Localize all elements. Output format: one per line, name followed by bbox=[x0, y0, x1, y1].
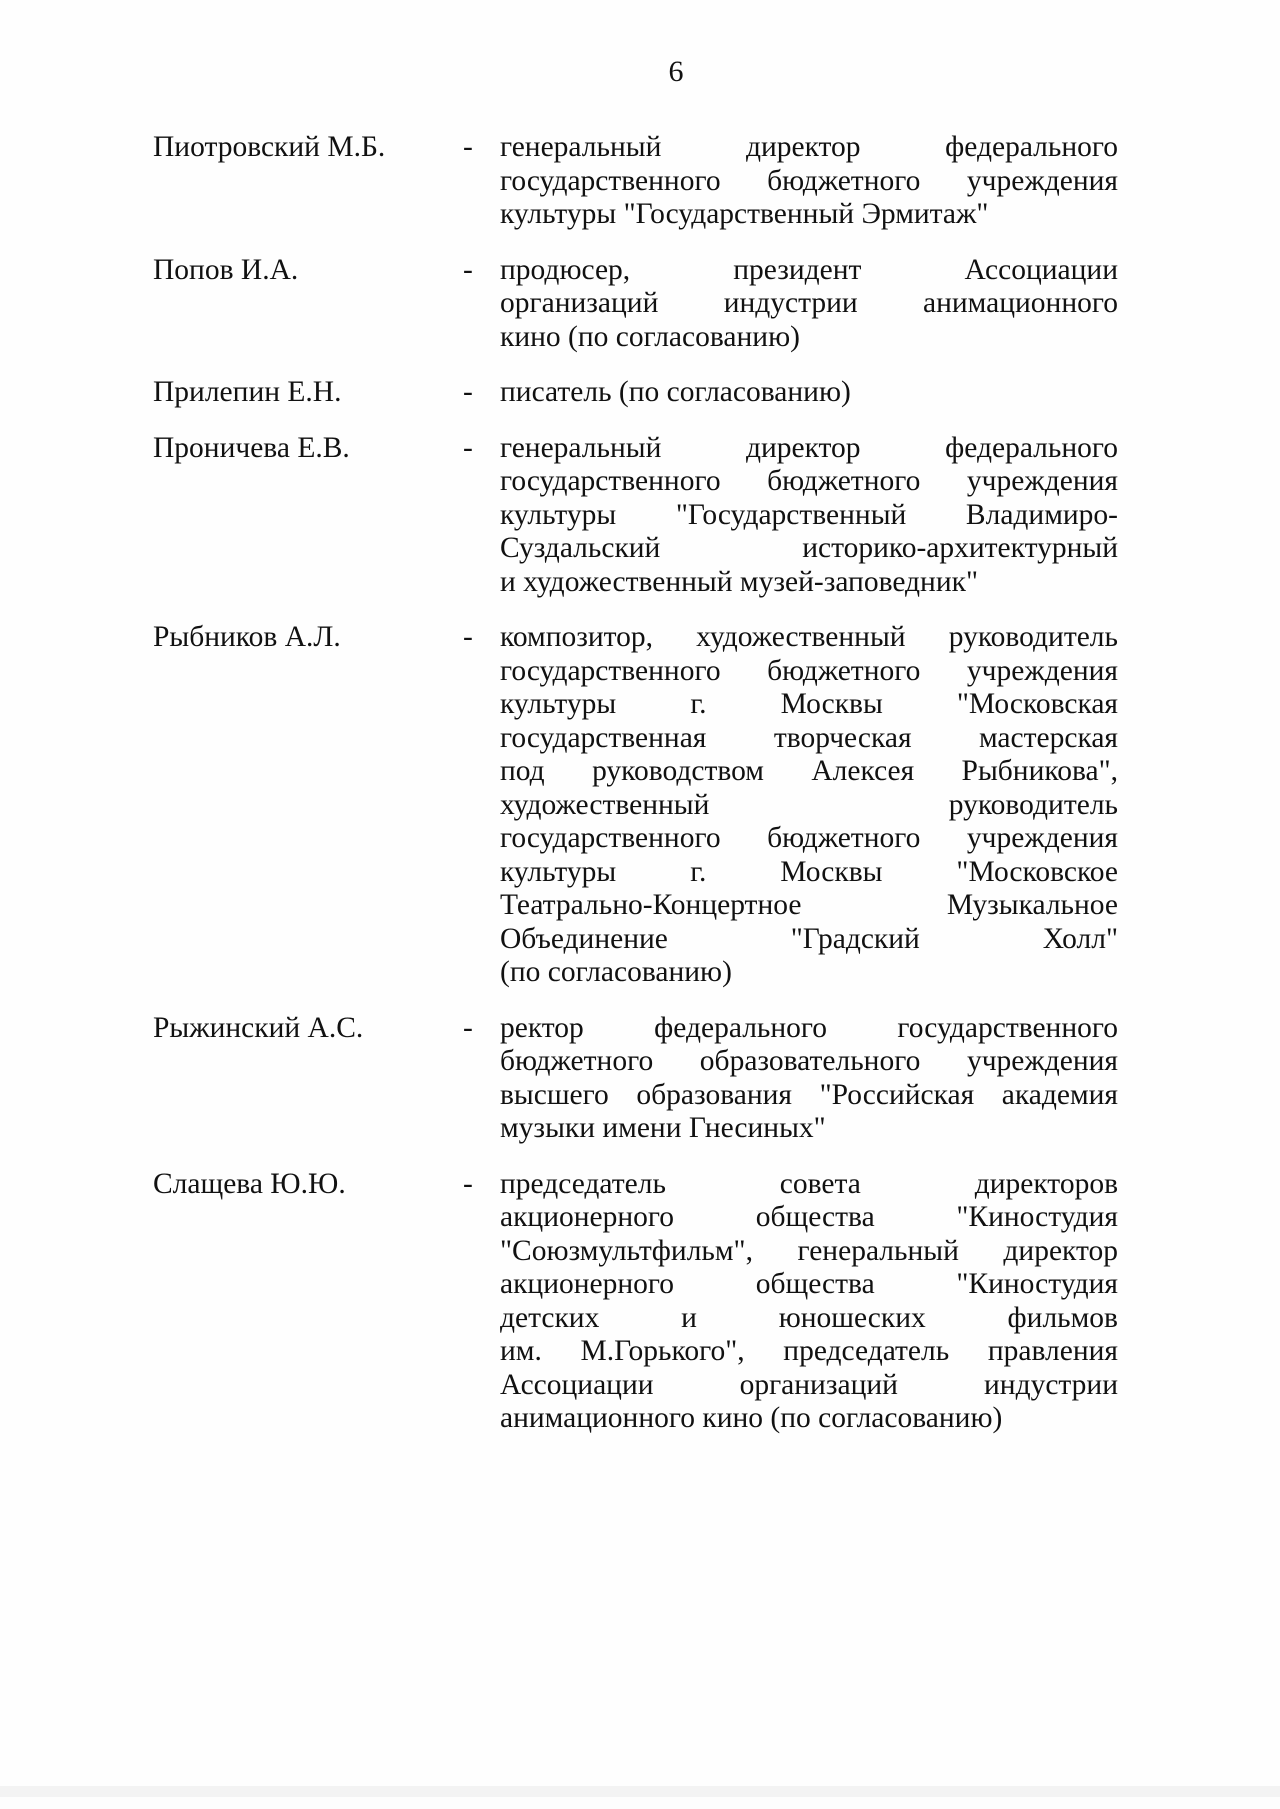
description-line: государственная творческая мастерская bbox=[500, 721, 1118, 754]
member-name: Пиотровский М.Б. bbox=[153, 131, 386, 163]
description-line: культуры г. Москвы "Московская bbox=[500, 688, 1118, 720]
roster-entry bbox=[153, 254, 1118, 355]
entry-dash: - bbox=[463, 376, 473, 408]
entry-dash: - bbox=[463, 1167, 473, 1200]
member-name: Рыбников А.Л. bbox=[153, 621, 341, 653]
member-name: Попов И.А. bbox=[153, 253, 299, 286]
member-description bbox=[500, 376, 1118, 410]
roster-entry bbox=[153, 376, 1118, 410]
description-line: "Союзмультфильм", генеральный директор bbox=[500, 1234, 1118, 1267]
member-roster bbox=[153, 131, 1118, 1436]
roster-entry bbox=[153, 1012, 1118, 1146]
description-line: культуры "Государственный Владимиро- bbox=[500, 498, 1118, 531]
entry-dash: - bbox=[463, 131, 473, 163]
description-line: организаций индустрии анимационного bbox=[500, 287, 1118, 319]
member-description bbox=[500, 432, 1118, 600]
description-line: музыки имени Гнесиных" bbox=[500, 1112, 826, 1144]
description-line: культуры "Государственный Эрмитаж" bbox=[500, 198, 989, 230]
member-name: Прилепин Е.Н. bbox=[153, 376, 342, 408]
description-line: художественный руководитель bbox=[500, 788, 1118, 821]
description-line: композитор, художественный руководитель bbox=[500, 621, 1118, 653]
next-page-edge bbox=[0, 1797, 1280, 1809]
description-line: ректор федерального государственного bbox=[500, 1011, 1118, 1044]
description-line: государственного бюджетного учреждения bbox=[500, 465, 1118, 497]
member-description bbox=[500, 1168, 1118, 1436]
description-line: генеральный директор федерального bbox=[500, 431, 1118, 464]
member-description bbox=[500, 621, 1118, 990]
member-description bbox=[500, 254, 1118, 355]
description-line: и художественный музей-заповедник" bbox=[500, 565, 979, 598]
roster-entry bbox=[153, 621, 1118, 990]
roster-entry bbox=[153, 432, 1118, 600]
member-name: Слащева Ю.Ю. bbox=[153, 1167, 346, 1200]
entry-dash: - bbox=[463, 621, 473, 653]
page-number: 6 bbox=[668, 55, 684, 88]
description-line: (по согласованию) bbox=[500, 956, 732, 988]
description-line: им. М.Горького", председатель правления bbox=[500, 1335, 1118, 1367]
description-line: государственного бюджетного учреждения bbox=[500, 822, 1118, 854]
member-name: Проничева Е.В. bbox=[153, 431, 350, 464]
description-line: под руководством Алексея Рыбникова", bbox=[500, 755, 1118, 787]
description-line: Ассоциации организаций индустрии bbox=[500, 1368, 1118, 1401]
entry-dash: - bbox=[463, 1011, 473, 1044]
member-name: Рыжинский А.С. bbox=[153, 1011, 364, 1044]
description-line: анимационного кино (по согласованию) bbox=[500, 1402, 1003, 1434]
description-line: Суздальский историко-архитектурный bbox=[500, 532, 1118, 564]
description-line: кино (по согласованию) bbox=[500, 320, 800, 353]
member-description bbox=[500, 1012, 1118, 1146]
description-line: высшего образования "Российская академия bbox=[500, 1078, 1118, 1111]
roster-entry bbox=[153, 131, 1118, 232]
description-line: акционерного общества "Киностудия bbox=[500, 1268, 1118, 1300]
description-line: Театрально-Концертное Музыкальное bbox=[500, 889, 1118, 921]
description-line: культуры г. Москвы "Московское bbox=[500, 855, 1118, 888]
description-line: государственного бюджетного учреждения bbox=[500, 164, 1118, 197]
description-line: бюджетного образовательного учреждения bbox=[500, 1045, 1118, 1077]
description-line: писатель (по согласованию) bbox=[500, 376, 851, 408]
description-line: председатель совета директоров bbox=[500, 1167, 1118, 1200]
description-line: Объединение "Градский Холл" bbox=[500, 922, 1118, 955]
page-separator bbox=[0, 1786, 1280, 1797]
entry-dash: - bbox=[463, 431, 473, 464]
description-line: продюсер, президент Ассоциации bbox=[500, 253, 1118, 286]
description-line: государственного бюджетного учреждения bbox=[500, 654, 1118, 687]
roster-entry bbox=[153, 1168, 1118, 1436]
member-description bbox=[500, 131, 1118, 232]
entry-dash: - bbox=[463, 253, 473, 286]
description-line: акционерного общества "Киностудия bbox=[500, 1201, 1118, 1233]
description-line: генеральный директор федерального bbox=[500, 131, 1118, 163]
description-line: детских и юношеских фильмов bbox=[500, 1301, 1118, 1334]
